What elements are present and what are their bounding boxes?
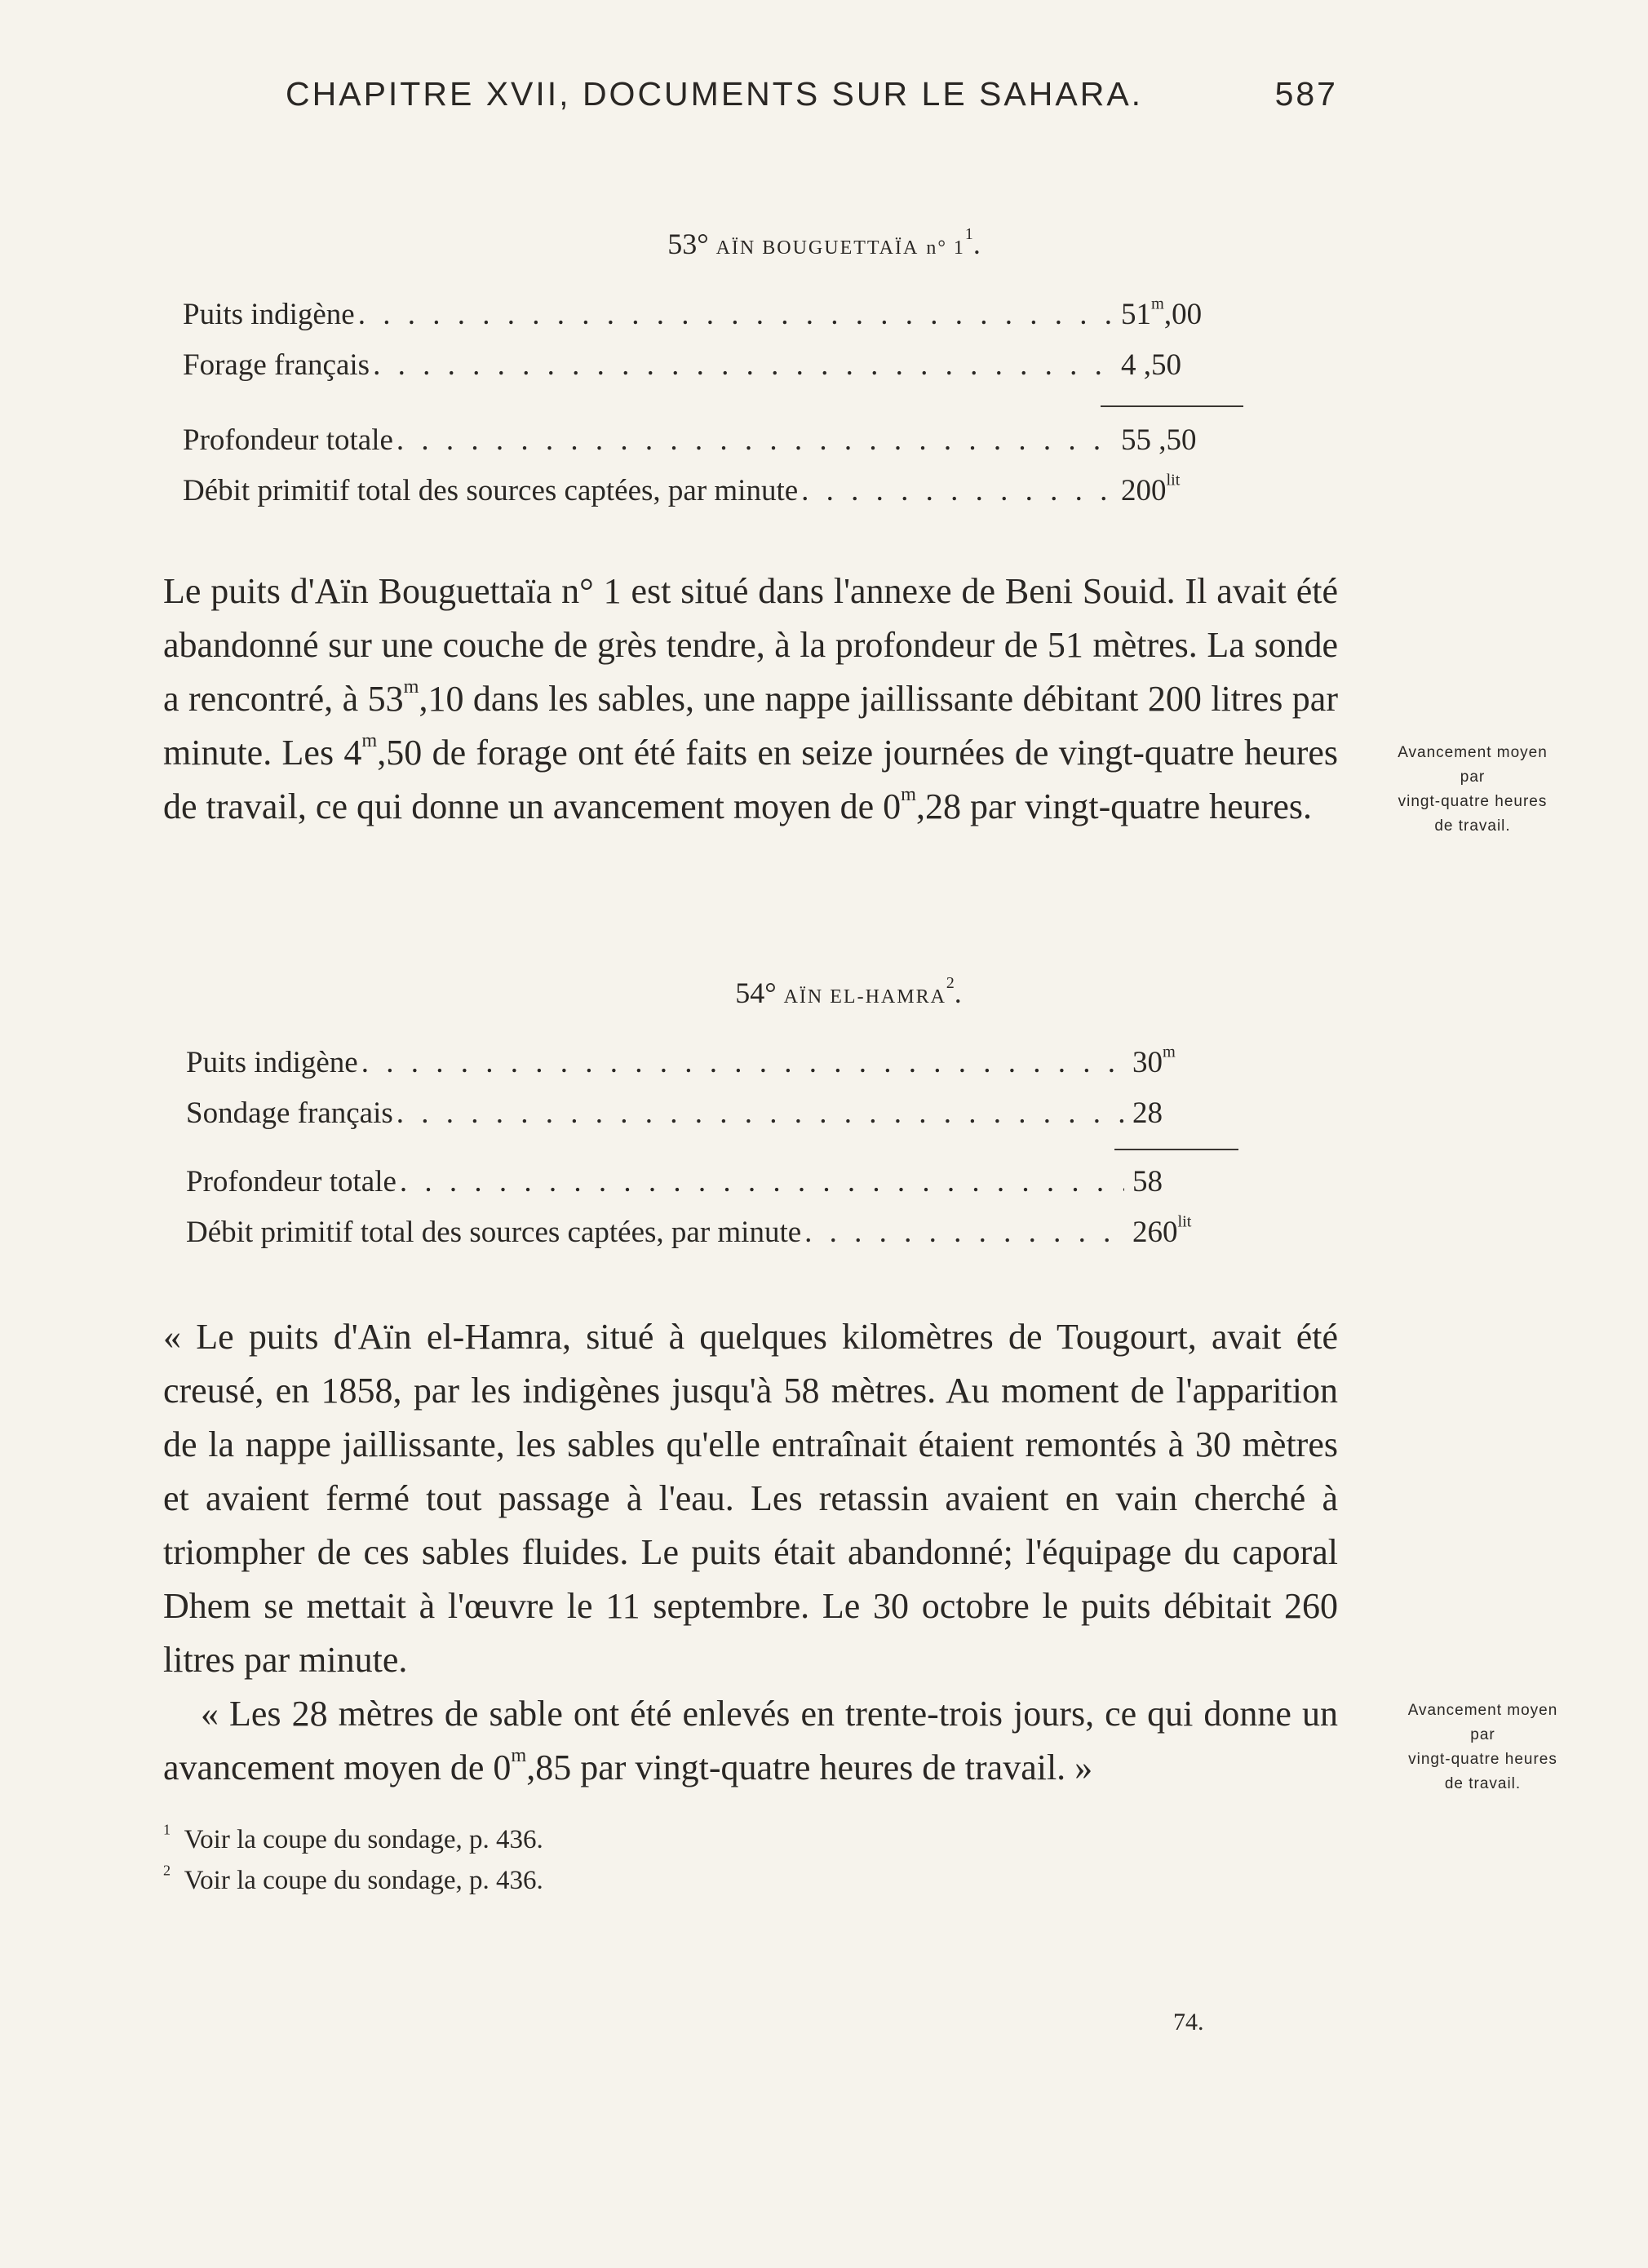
footnote-ref-1: 1 [964, 225, 973, 244]
section-54-name: AÏN EL-HAMRA [783, 986, 946, 1008]
printer-signature: 74. [1173, 2009, 1204, 2035]
sum-rule [1114, 1149, 1238, 1150]
table-row: Profondeur totale . . . 58 [186, 1157, 1238, 1207]
section-53-paragraph: Le puits d'Aïn Bouguettaïa n° 1 est situé dans l'annexe de Beni Souid. Il avait été abandonné sur une couche de grès tendre, à la profondeur de 51 mètres. La sonde a rencontré, à 53$^m$,10 dans les sables, une nappe jaillissante débitant 200 litres par minute. Les 4$^m$,50 de forage ont été faits en seize journées de vingt-quatre heures de travail, ce qui donne un avancement moyen de 0$^m$,28 par vingt-quatre heures. [163, 571, 1339, 826]
section-54-heading: 54° AÏN EL-HAMRA$^2$. [735, 974, 962, 1009]
footnote: $^2$ Voir la coupe du sondage, p. 436. [163, 1862, 543, 1895]
sum-rule [1101, 405, 1243, 407]
page-number: 587 [1274, 75, 1338, 113]
section-54-table [186, 1038, 1238, 1258]
section-53-heading: 53° AÏN BOUGUETTAÏA n° $1^1$. [667, 225, 981, 260]
table-row: Profondeur totale . . . 55 ,50 [183, 415, 1243, 466]
section-54-paragraph-1: « Le puits d'Aïn el-Hamra, situé à quelques kilomètres de Tougourt, avait été creusé, en 1858, par les indigènes jusqu'à 58 mètres. Au moment de l'apparition de la nappe jaillissante, les sables qu'elle entraînait étaient remontés à 30 mètres et avaient fermé tout passage à l'eau. Les retassin avaient en vain cherché à triompher de ces sables fluides. Le puits était abandonné; l'équipage du caporal Dhem se mettait à l'œuvre le 11 septembre. Le 30 octobre le puits débitait 260 litres par minute. [163, 1317, 1338, 1680]
footnotes [163, 1819, 979, 1901]
table-row: Débit primitif total des sources captées, par minute . . . $200^{lit}$ [183, 466, 1243, 516]
table-row: Débit primitif total des sources captées, par minute . . . $260^{lit}$ [186, 1207, 1238, 1258]
margin-note-advancement: Avancement moyen par vingt-quatre heures de travail. [1398, 744, 1548, 835]
table-row: Sondage français . . . 28 [186, 1088, 1238, 1139]
section-54-paragraph-2: « Les 28 mètres de sable ont été enlevés en trente-trois jours, ce qui donne un avancement moyen de 0$^m$,85 par vingt-quatre heures de travail. » [163, 1694, 1338, 1787]
margin-note-advancement: Avancement moyen par vingt-quatre heures de travail. [1407, 1702, 1558, 1792]
table-row: Puits indigène . . . 30$^m$ [186, 1038, 1238, 1088]
section-53-name: AÏN BOUGUETTAÏA [715, 237, 919, 259]
table-row: Puits indigène . . . 51$^m$,00 [183, 290, 1243, 340]
footnote-ref-2: 2 [946, 974, 955, 993]
footnote: $^1$ Voir la coupe du sondage, p. 436. [163, 1821, 543, 1854]
table-row: Forage français . . . 4 ,50 [183, 340, 1243, 391]
section-53-table [183, 290, 1243, 516]
running-header [286, 75, 1338, 124]
chapter-title: CHAPITRE XVII, DOCUMENTS SUR LE SAHARA. [286, 75, 1144, 113]
